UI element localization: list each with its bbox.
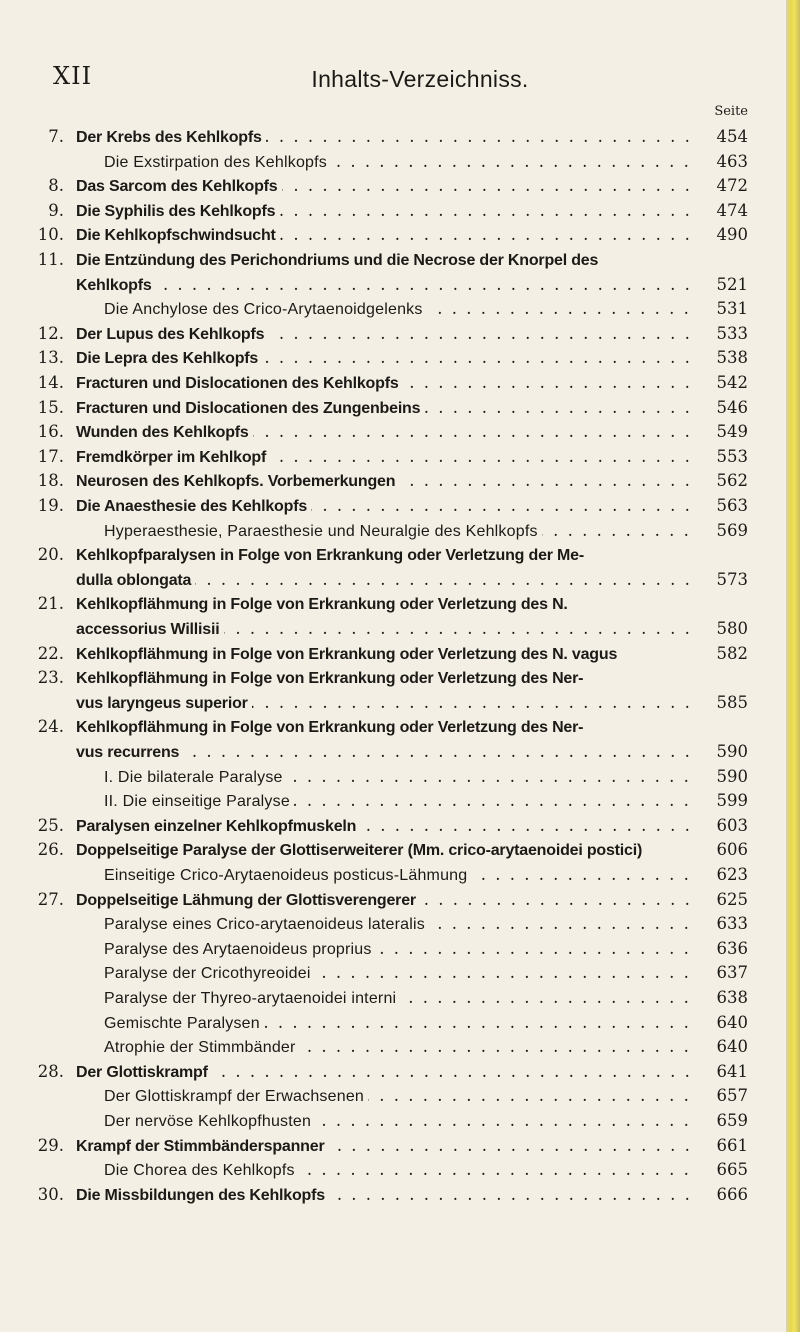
toc-entry-text: Kehlkopfs: [76, 277, 156, 294]
toc-entry: [0, 666, 800, 690]
toc-entry-page: 490: [716, 225, 748, 245]
toc-entry-text: Kehlkopflähmung in Folge von Erkrankung oder Verletzung des N.: [76, 596, 572, 613]
toc-entry-title: [104, 765, 692, 790]
toc-entry-text: Neurosen des Kehlkopfs. Vorbemerkungen: [76, 473, 399, 490]
toc-entry-number: 17.: [37, 446, 64, 466]
toc-entry: [0, 1109, 800, 1133]
toc-entry-title: [76, 199, 692, 224]
toc-entry-text: Der Glottiskrampf der Erwachsenen: [104, 1088, 368, 1105]
toc-entry-page: 659: [716, 1111, 748, 1130]
toc-entry: [0, 937, 800, 961]
toc-entry-text: Das Sarcom des Kehlkopfs: [76, 178, 282, 195]
toc-entry-text: Kehlkopflähmung in Folge von Erkrankung oder Verletzung des Ner-: [76, 670, 587, 687]
page-title: Inhalts-Verzeichniss.: [311, 66, 529, 92]
toc-entry-title: [76, 494, 692, 519]
toc-entry-page: 553: [716, 446, 748, 466]
toc-entry-text: Krampf der Stimmbänderspanner: [76, 1138, 328, 1155]
toc-entry: [0, 125, 800, 149]
toc-entry-page: 640: [716, 1037, 748, 1057]
toc-entry: [0, 592, 800, 616]
toc-entry-text: Paralyse eines Crico-arytaenoideus lateralis: [104, 916, 429, 933]
toc-entry-page: 474: [716, 200, 748, 220]
toc-entry-text: vus laryngeus superior: [76, 695, 252, 712]
toc-entry-title: [76, 1134, 692, 1159]
toc-entry-title: [104, 297, 692, 322]
toc-entry: [0, 740, 800, 764]
toc-entry-text: Kehlkopflähmung in Folge von Erkrankung oder Verletzung des N. vagus: [76, 646, 621, 663]
toc-entry-text: Die Entzündung des Perichondriums und die Necrose der Knorpel des: [76, 252, 602, 269]
toc-entry: [0, 912, 800, 936]
toc-entry-number: 25.: [37, 815, 64, 835]
toc-entry-number: 13.: [37, 348, 64, 368]
toc-entry-title: [76, 420, 692, 445]
toc-entry-text: Wunden des Kehlkopfs: [76, 424, 253, 441]
toc-entry-title: [76, 642, 692, 667]
toc-entry: [0, 765, 800, 789]
toc-entry-text: Hyperaesthesie, Paraesthesie und Neuralgie des Kehlkopfs: [104, 523, 542, 540]
toc-entry: [0, 1011, 800, 1035]
toc-entry: [0, 150, 800, 174]
toc-entry-text: Fracturen und Dislocationen des Zungenbeins: [76, 400, 424, 417]
toc-entry: [0, 789, 800, 813]
toc-entry-page: 606: [716, 840, 748, 860]
toc-entry-page: 637: [716, 963, 748, 983]
toc-entry-page: 472: [716, 176, 748, 196]
toc-entry-text: Gemischte Paralysen: [104, 1015, 264, 1032]
toc-entry-title: [76, 888, 692, 913]
column-head-page: Seite: [714, 104, 748, 119]
toc-entry-title: [104, 961, 692, 986]
toc-entry-title: [104, 1109, 692, 1134]
toc-entry-page: 531: [716, 299, 748, 319]
toc-entry-title: [104, 789, 692, 814]
toc-entry-title: [76, 592, 748, 617]
toc-entry-title: [76, 273, 692, 298]
toc-entry-text: Doppelseitige Lähmung der Glottisverengerer: [76, 892, 420, 909]
toc-entry-number: 19.: [37, 496, 64, 515]
toc-entry-number: 7.: [48, 127, 64, 146]
toc-entry-page: 590: [716, 742, 748, 761]
toc-entry-page: 641: [716, 1061, 748, 1081]
toc-entry: [0, 494, 800, 518]
toc-entry-text: vus recurrens: [76, 744, 183, 761]
toc-entry-text: Einseitige Crico-Arytaenoideus posticus-Lähmung: [104, 867, 471, 884]
toc-entry-text: Fremdkörper im Kehlkopf: [76, 449, 270, 466]
toc-entry-number: 26.: [37, 840, 64, 860]
toc-entry: [0, 199, 800, 223]
toc-entry-page: 603: [716, 815, 748, 835]
toc-entry-number: 20.: [37, 545, 64, 565]
toc-entry-page: 625: [716, 889, 748, 909]
toc-entry-number: 9.: [48, 200, 64, 220]
toc-entry: [0, 1134, 800, 1158]
toc-entry: [0, 543, 800, 567]
toc-entry-text: Fracturen und Dislocationen des Kehlkopfs: [76, 375, 403, 392]
toc-entry-number: 21.: [37, 594, 64, 614]
toc-entry-page: 665: [716, 1160, 748, 1180]
toc-entry-title: [76, 838, 692, 863]
toc-entry: [0, 445, 800, 469]
toc-entry-page: 640: [716, 1012, 748, 1032]
toc-entry-title: [104, 986, 692, 1011]
toc-entry: [0, 297, 800, 321]
toc-entry-title: [76, 543, 748, 568]
toc-entry: [0, 1060, 800, 1084]
toc-entry-number: 24.: [37, 717, 64, 737]
toc-entry: [0, 814, 800, 838]
toc-entry: [0, 1084, 800, 1108]
toc-entry: [0, 691, 800, 715]
toc-entry-text: Atrophie der Stimmbänder: [104, 1039, 300, 1056]
toc-entry-number: 10.: [37, 225, 64, 245]
toc-entry: [0, 715, 800, 739]
toc-entry-number: 8.: [48, 176, 64, 196]
toc-entry-number: 15.: [37, 397, 64, 417]
toc-entry-title: [104, 519, 692, 544]
toc-entry-title: [76, 322, 692, 347]
toc-entry: [0, 1158, 800, 1182]
toc-entry-title: [104, 1084, 692, 1109]
toc-entry-page: 569: [716, 520, 748, 540]
toc-entry-text: Doppelseitige Paralyse der Glottiserweiterer (Mm. crico-arytaenoidei postici): [76, 842, 646, 859]
toc-entry-number: 14.: [37, 373, 64, 392]
toc-entry-title: [76, 248, 748, 273]
toc-entry-number: 12.: [37, 323, 64, 343]
toc-entry: [0, 617, 800, 641]
toc-entry-text: dulla oblongata: [76, 572, 195, 589]
toc-entry-text: Der Glottiskrampf: [76, 1064, 212, 1081]
toc-entry-title: [76, 568, 692, 593]
toc-entry-text: Paralyse des Arytaenoideus proprius: [104, 941, 376, 958]
toc-entry-title: [76, 445, 692, 470]
toc-entry: [0, 1183, 800, 1207]
toc-entry-title: [104, 1011, 692, 1036]
toc-entry: [0, 519, 800, 543]
toc-entry-title: [76, 346, 692, 371]
toc-entry: [0, 961, 800, 985]
toc-entry-title: [76, 125, 692, 150]
toc-entry-text: I. Die bilaterale Paralyse: [104, 769, 287, 786]
toc-entry-text: Die Syphilis des Kehlkopfs: [76, 203, 279, 220]
toc-entry-text: Die Lepra des Kehlkopfs: [76, 350, 262, 367]
toc-entry-page: 549: [716, 422, 748, 442]
toc-entry-title: [76, 371, 692, 396]
toc-entry-number: 27.: [37, 889, 64, 909]
toc-entry-number: 16.: [37, 422, 64, 442]
toc-entry-title: [76, 715, 748, 740]
toc-entry-text: Die Chorea des Kehlkopfs: [104, 1162, 299, 1179]
toc-entry-page: 454: [716, 127, 748, 146]
toc-entry: [0, 371, 800, 395]
toc-entry-text: Die Kehlkopfschwindsucht: [76, 227, 280, 244]
toc-entry-page: 661: [716, 1135, 748, 1155]
toc-entry: [0, 1035, 800, 1059]
toc-entry-page: 573: [716, 569, 748, 589]
toc-entry-page: 521: [716, 274, 748, 294]
toc-entry-title: [76, 174, 692, 199]
toc-entry-text: Der nervöse Kehlkopfhusten: [104, 1113, 315, 1130]
toc-entry: [0, 838, 800, 862]
toc-entry: [0, 322, 800, 346]
toc-entry-page: 546: [716, 397, 748, 417]
toc-entry: [0, 223, 800, 247]
toc-entry-number: 23.: [37, 668, 64, 688]
toc-entry-title: [104, 1158, 692, 1183]
toc-entry: [0, 863, 800, 887]
toc-entry-page: 582: [716, 643, 748, 663]
toc-entry-number: 18.: [37, 471, 64, 491]
toc-entry-page: 580: [716, 619, 748, 638]
toc-entry-text: Die Exstirpation des Kehlkopfs: [104, 154, 331, 171]
toc-entry-text: Paralyse der Thyreo-arytaenoidei interni: [104, 990, 400, 1007]
toc-entry: [0, 346, 800, 370]
toc-entry-text: Die Missbildungen des Kehlkopfs: [76, 1187, 329, 1204]
toc-entry-page: 562: [716, 471, 748, 491]
toc-entry: [0, 396, 800, 420]
toc-entry: [0, 888, 800, 912]
toc-entry-title: [76, 617, 692, 642]
toc-entry-page: 666: [716, 1184, 748, 1204]
toc-entry-number: 22.: [37, 643, 64, 663]
toc-entry-text: Paralysen einzelner Kehlkopfmuskeln: [76, 818, 360, 835]
toc-entry: [0, 273, 800, 297]
toc-entry-title: [104, 863, 692, 888]
toc-entry-number: 28.: [37, 1061, 64, 1081]
toc-entry-page: 633: [716, 914, 748, 934]
toc-entry: [0, 420, 800, 444]
toc-entry-title: [104, 937, 692, 962]
toc-entry: [0, 469, 800, 493]
toc-entry-text: II. Die einseitige Paralyse: [104, 793, 294, 810]
toc-entry-text: Der Lupus des Kehlkopfs: [76, 326, 268, 343]
toc-entry-text: Kehlkopfparalysen in Folge von Erkrankung oder Verletzung der Me-: [76, 547, 588, 564]
toc-entry-title: [76, 814, 692, 839]
toc-entry-title: [104, 1035, 692, 1060]
toc-entry: [0, 568, 800, 592]
toc-entry: [0, 986, 800, 1010]
toc-entry-title: [76, 740, 692, 765]
toc-entry-page: 638: [716, 988, 748, 1007]
toc-entry-page: 542: [716, 373, 748, 392]
toc-entry-title: [76, 1060, 692, 1085]
toc-entry-title: [104, 912, 692, 937]
toc-entry-title: [76, 691, 692, 716]
toc-entry-text: Paralyse der Cricothyreoidei: [104, 965, 315, 982]
toc-entry-title: [76, 1183, 692, 1208]
toc-entry: [0, 248, 800, 272]
toc-entry: [0, 642, 800, 666]
toc-entry-title: [76, 223, 692, 248]
toc-entry-title: [76, 666, 748, 691]
toc-entry-text: Kehlkopflähmung in Folge von Erkrankung oder Verletzung des Ner-: [76, 719, 587, 736]
toc-entry-number: 30.: [37, 1184, 64, 1204]
toc-entry: [0, 174, 800, 198]
toc-entry-page: 623: [716, 865, 748, 884]
toc-entry-page: 636: [716, 938, 748, 958]
toc-entry-number: 29.: [37, 1135, 64, 1155]
toc-entry-title: [76, 469, 692, 494]
toc-entry-page: 463: [716, 151, 748, 171]
toc-entry-page: 538: [716, 348, 748, 368]
toc-entry-page: 585: [716, 692, 748, 712]
toc-entry-text: Die Anaesthesie des Kehlkopfs: [76, 498, 311, 515]
toc-entry-page: 563: [716, 496, 748, 515]
toc-entry-text: accessorius Willisii: [76, 621, 224, 638]
toc-entry-page: 599: [716, 791, 748, 811]
toc-entry-title: [76, 396, 692, 421]
toc-entry-page: 533: [716, 323, 748, 343]
toc-entry-text: Der Krebs des Kehlkopfs: [76, 129, 266, 146]
page-number: XII: [53, 62, 93, 90]
toc-entry-text: Die Anchylose des Crico-Arytaenoidgelenks: [104, 301, 427, 318]
toc-entry-page: 657: [716, 1086, 748, 1106]
toc-entry-number: 11.: [37, 250, 64, 269]
toc-entry-title: [104, 150, 692, 175]
toc-entry-page: 590: [716, 766, 748, 786]
